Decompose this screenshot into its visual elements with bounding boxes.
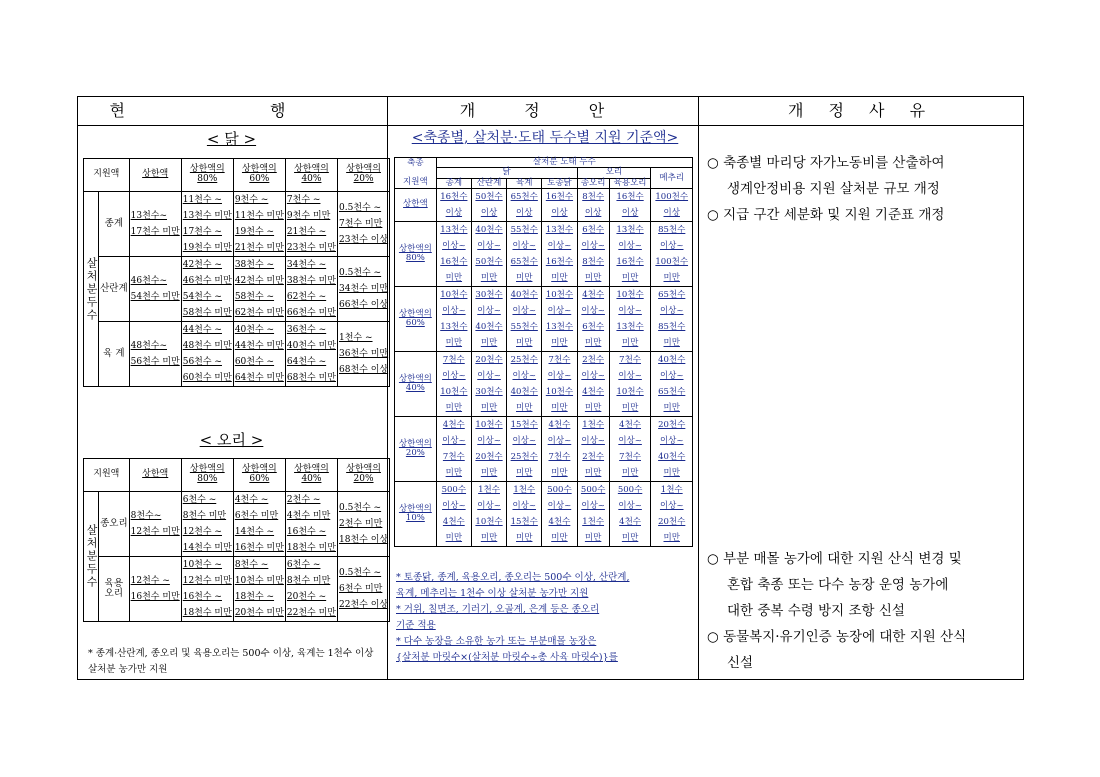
range-cell: 1천수 이상~ 10천수 미만 — [471, 482, 506, 547]
range-cell: 500수 이상~ 4천수 미만 — [542, 482, 577, 547]
range-cell: 16천수 이상 — [542, 189, 577, 222]
range-cell: 0.5천수 ~ 34천수 미만 66천수 이상 — [338, 257, 390, 322]
range-cell: 0.5천수 ~ 2천수 미만 18천수 이상 — [338, 492, 390, 557]
row-label: 상한액의 20% — [395, 417, 437, 482]
species-head: 종계 — [436, 178, 471, 188]
revised-note-line: * 거위, 칠면조, 기러기, 오골계, 은계 등은 종오리 — [396, 604, 600, 615]
range-cell: 34천수 ~ 38천수 미만 62천수 ~ 66천수 미만 — [285, 257, 337, 322]
revised-note-line: {살처분 마릿수×(살처분 마릿수÷총 사육 마릿수)}를 — [396, 652, 618, 663]
species-head: 산란계 — [471, 178, 506, 188]
duck-note: * 종계·산란계, 종오리 및 육용오리는 500수 이상, 육계는 1천수 이상 살처분 농가만 지원 — [88, 648, 374, 675]
reason-line: ○ 동물복지·유기인증 농장에 대한 지원 산식 — [707, 629, 967, 645]
range-cell: 500수 이상~ 4천수 미만 — [436, 482, 471, 547]
col-head: 상한액의 80% — [181, 459, 233, 492]
range-cell: 10천수 ~ 12천수 미만 16천수 ~ 18천수 미만 — [181, 557, 233, 622]
range-cell: 500수 이상~ 1천수 미만 — [577, 482, 609, 547]
reason-line: ○ 축종별 마리당 자가노동비를 산출하여 — [707, 155, 945, 171]
col-head: 상한액의 60% — [233, 159, 285, 192]
range-cell: 40천수 이상~ 50천수 미만 — [471, 222, 506, 287]
range-cell: 500수 이상~ 4천수 미만 — [609, 482, 651, 547]
range-cell: 15천수 이상~ 25천수 미만 — [507, 417, 542, 482]
revised-note-line: 육계, 메추리는 1천수 이상 살처분 농가만 지원 — [396, 588, 589, 599]
header-divider — [78, 125, 1023, 126]
range-cell: 10천수 이상~ 13천수 미만 — [609, 287, 651, 352]
range-cell: 40천수 이상~ 65천수 미만 — [651, 352, 693, 417]
range-cell: 4천수 이상~ 7천수 미만 — [436, 417, 471, 482]
range-cell: 100천수 이상 — [651, 189, 693, 222]
revised-title: <축종별, 살처분·도태 두수별 지원 기준액> — [411, 130, 679, 146]
chicken-head: 닭 — [436, 168, 577, 178]
revised-note-line: * 토종닭, 종계, 육용오리, 종오리는 500수 이상, 산란계, — [396, 572, 630, 583]
col-head: 상한액 — [129, 159, 181, 192]
range-cell: 65천수 이상 — [507, 189, 542, 222]
reason-line: 생계안정비용 지원 살처분 규모 개정 — [727, 181, 940, 197]
range-cell: 30천수 이상~ 40천수 미만 — [471, 287, 506, 352]
reasons-bottom — [707, 546, 1019, 676]
range-cell: 10천수 이상~ 13천수 미만 — [542, 287, 577, 352]
range-cell: 1천수 이상~ 2천수 미만 — [577, 417, 609, 482]
range-cell: 0.5천수 ~ 7천수 미만 23천수 이상 — [338, 192, 390, 257]
revised-note-line: * 다수 농장을 소유한 농가 또는 부분매몰 농장은 — [396, 636, 597, 647]
range-cell: 6천수 이상~ 8천수 미만 — [577, 222, 609, 287]
reason-line: ○ 부분 매몰 농가에 대한 지원 산식 변경 및 — [707, 551, 962, 567]
range-cell: 13천수 이상~ 16천수 미만 — [542, 222, 577, 287]
chicken-table — [83, 158, 390, 387]
range-cell: 9천수 ~ 11천수 미만 19천수 ~ 21천수 미만 — [233, 192, 285, 257]
range-cell: 10천수 이상~ 13천수 미만 — [436, 287, 471, 352]
reason-line: 대한 중복 수령 방지 조항 신설 — [727, 603, 905, 619]
range-cell: 7천수 이상~ 10천수 미만 — [436, 352, 471, 417]
duck-table — [83, 458, 390, 622]
species-head: 토종닭 — [542, 178, 577, 188]
range-cell: 7천수 이상~ 10천수 미만 — [609, 352, 651, 417]
col-head: 상한액의 40% — [285, 459, 337, 492]
range-cell: 48천수~ 56천수 미만 — [129, 322, 181, 387]
livestock-type: 육 계 — [99, 322, 130, 387]
livestock-type: 종오리 — [99, 492, 130, 557]
range-cell: 12천수 ~ 16천수 미만 — [129, 557, 181, 622]
reason-line: ○ 지급 구간 세분화 및 지원 기준표 개정 — [707, 207, 945, 223]
range-cell: 85천수 이상~ 100천수 미만 — [651, 222, 693, 287]
livestock-type: 산란계 — [99, 257, 130, 322]
range-cell: 4천수 이상~ 6천수 미만 — [577, 287, 609, 352]
range-cell: 6천수 ~ 8천수 미만 20천수 ~ 22천수 미만 — [285, 557, 337, 622]
header-current: 현 행 — [109, 101, 356, 120]
reason-line: 혼합 축종 또는 다수 농장 운영 농가에 — [727, 577, 949, 593]
species-head: 육용오리 — [609, 178, 651, 188]
livestock-type: 종계 — [99, 192, 130, 257]
col-head: 상한액의 20% — [338, 459, 390, 492]
range-cell: 55천수 이상~ 65천수 미만 — [507, 222, 542, 287]
group-head: 살처분 도태 두수 — [436, 158, 692, 168]
corner-cell: 축종 지원액 — [395, 158, 437, 189]
range-cell: 13천수 이상~ 16천수 미만 — [436, 222, 471, 287]
revised-notes — [396, 570, 696, 666]
group-label: 살처분두수 — [84, 192, 99, 387]
range-cell: 40천수 이상~ 55천수 미만 — [507, 287, 542, 352]
range-cell: 20천수 이상~ 40천수 미만 — [651, 417, 693, 482]
row-label: 상한액의 40% — [395, 352, 437, 417]
range-cell: 10천수 이상~ 20천수 미만 — [471, 417, 506, 482]
range-cell: 2천수 이상~ 4천수 미만 — [577, 352, 609, 417]
duck-head: 오리 — [577, 168, 651, 178]
col-head: 지원액 — [84, 459, 130, 492]
range-cell: 38천수 ~ 42천수 미만 58천수 ~ 62천수 미만 — [233, 257, 285, 322]
range-cell: 6천수 ~ 8천수 미만 12천수 ~ 14천수 미만 — [181, 492, 233, 557]
range-cell: 25천수 이상~ 40천수 미만 — [507, 352, 542, 417]
header-reason: 개 정 사 유 — [787, 101, 936, 120]
header-revised: 개 정 안 — [459, 101, 627, 120]
range-cell: 46천수~ 54천수 미만 — [129, 257, 181, 322]
species-head: 육계 — [507, 178, 542, 188]
range-cell: 16천수 이상 — [609, 189, 651, 222]
range-cell: 8천수 이상 — [577, 189, 609, 222]
row-label: 상한액의 60% — [395, 287, 437, 352]
range-cell: 13천수~ 17천수 미만 — [129, 192, 181, 257]
range-cell: 42천수 ~ 46천수 미만 54천수 ~ 58천수 미만 — [181, 257, 233, 322]
group-label: 살처분두수 — [84, 492, 99, 622]
col-head: 상한액의 80% — [181, 159, 233, 192]
col-head: 지원액 — [84, 159, 130, 192]
col-head: 상한액 — [129, 459, 181, 492]
col-head: 상한액의 40% — [285, 159, 337, 192]
revised-note-line: 기준 적용 — [396, 620, 436, 631]
row-label: 상한액 — [395, 189, 437, 222]
species-head: 메추리 — [651, 168, 693, 189]
range-cell: 4천수 이상~ 7천수 미만 — [542, 417, 577, 482]
row-label: 상한액의 80% — [395, 222, 437, 287]
range-cell: 8천수~ 12천수 미만 — [129, 492, 181, 557]
range-cell: 1천수 ~ 36천수 미만 68천수 이상 — [338, 322, 390, 387]
range-cell: 4천수 이상~ 7천수 미만 — [609, 417, 651, 482]
chicken-title: < 닭 > — [206, 130, 257, 148]
reason-line: 신설 — [727, 655, 754, 671]
range-cell: 1천수 이상~ 15천수 미만 — [507, 482, 542, 547]
range-cell: 0.5천수 ~ 6천수 미만 22천수 이상 — [338, 557, 390, 622]
column-divider — [698, 97, 699, 679]
range-cell: 11천수 ~ 13천수 미만 17천수 ~ 19천수 미만 — [181, 192, 233, 257]
range-cell: 8천수 ~ 10천수 미만 18천수 ~ 20천수 미만 — [233, 557, 285, 622]
range-cell: 44천수 ~ 48천수 미만 56천수 ~ 60천수 미만 — [181, 322, 233, 387]
range-cell: 50천수 이상 — [471, 189, 506, 222]
range-cell: 7천수 이상~ 10천수 미만 — [542, 352, 577, 417]
range-cell: 7천수 ~ 9천수 미만 21천수 ~ 23천수 미만 — [285, 192, 337, 257]
range-cell: 40천수 ~ 44천수 미만 60천수 ~ 64천수 미만 — [233, 322, 285, 387]
range-cell: 65천수 이상~ 85천수 미만 — [651, 287, 693, 352]
col-head: 상한액의 20% — [338, 159, 390, 192]
range-cell: 4천수 ~ 6천수 미만 14천수 ~ 16천수 미만 — [233, 492, 285, 557]
duck-title: < 오리 > — [199, 431, 264, 449]
range-cell: 2천수 ~ 4천수 미만 16천수 ~ 18천수 미만 — [285, 492, 337, 557]
revised-table — [394, 157, 693, 547]
row-label: 상한액의 10% — [395, 482, 437, 547]
reasons-top — [707, 150, 1019, 228]
range-cell: 36천수 ~ 40천수 미만 64천수 ~ 68천수 미만 — [285, 322, 337, 387]
range-cell: 20천수 이상~ 30천수 미만 — [471, 352, 506, 417]
range-cell: 16천수 이상 — [436, 189, 471, 222]
range-cell: 1천수 이상~ 20천수 미만 — [651, 482, 693, 547]
col-head: 상한액의 60% — [233, 459, 285, 492]
species-head: 종오리 — [577, 178, 609, 188]
range-cell: 13천수 이상~ 16천수 미만 — [609, 222, 651, 287]
livestock-type: 육용 오리 — [99, 557, 130, 622]
